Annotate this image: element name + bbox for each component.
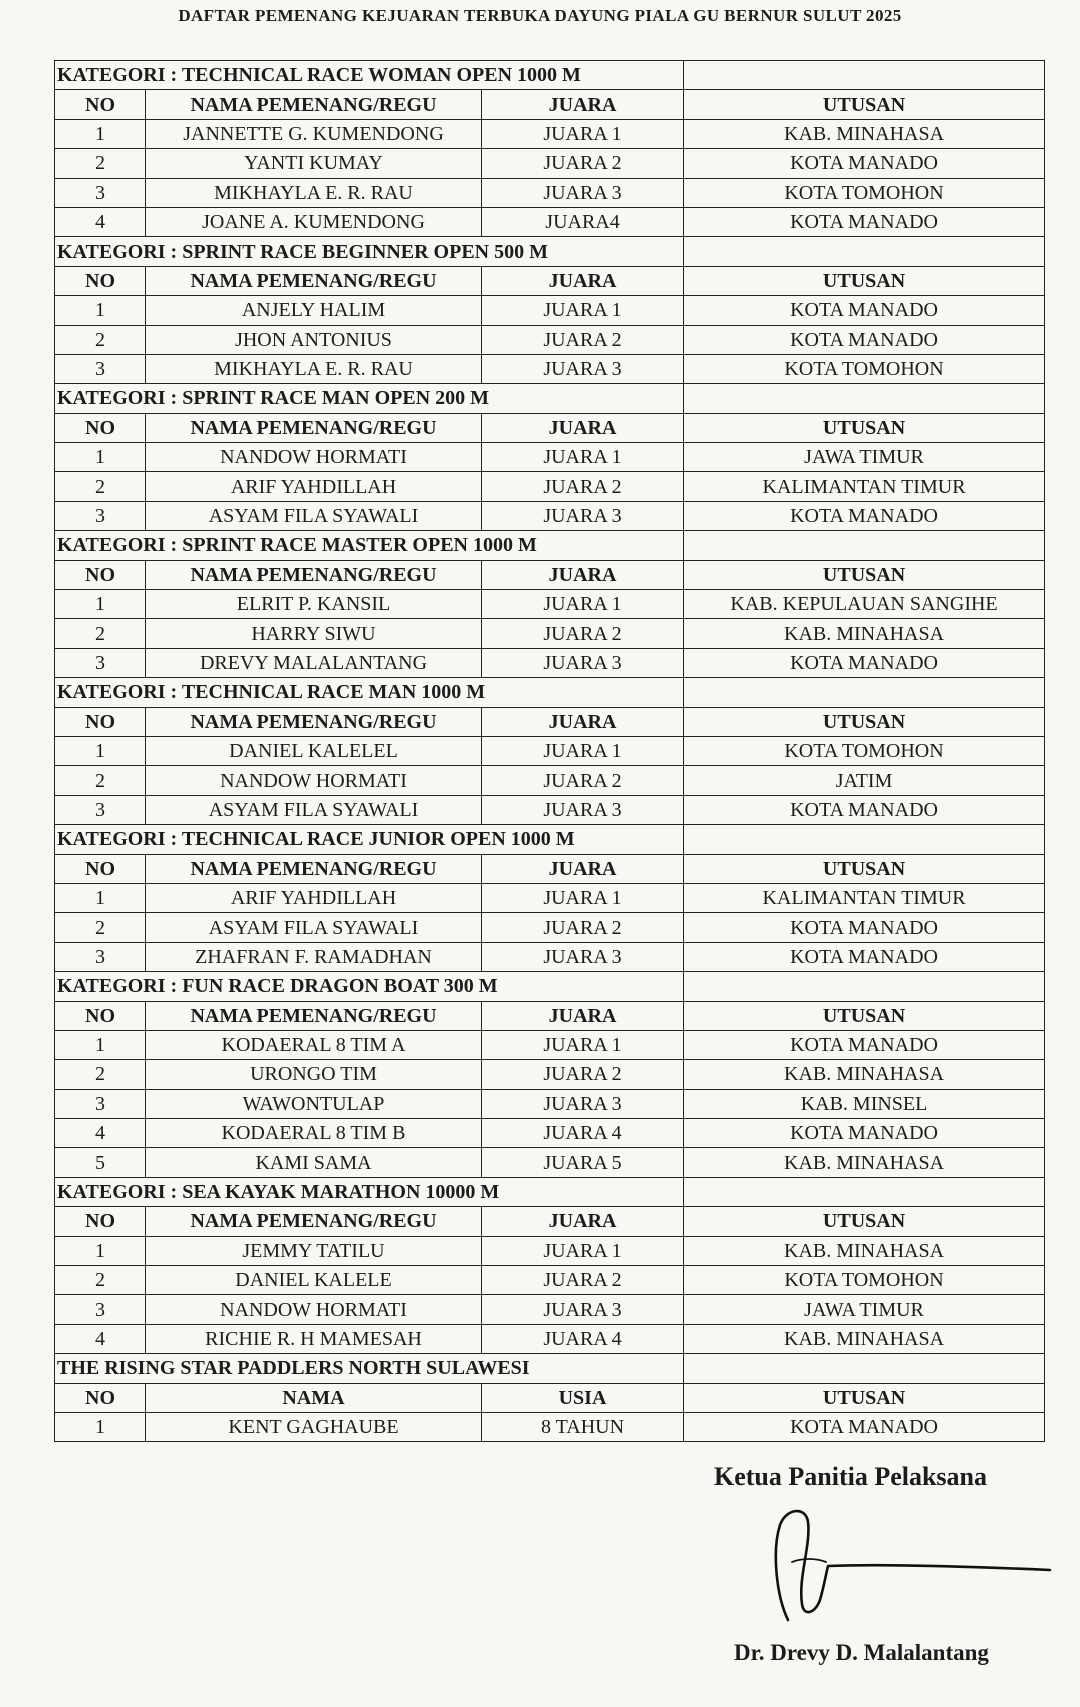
table-row xyxy=(55,1119,1045,1148)
column-header: UTUSAN xyxy=(684,266,1045,295)
column-header: NAMA PEMENANG/REGU xyxy=(146,90,482,119)
cell-name: ARIF YAHDILLAH xyxy=(146,883,482,912)
cell-juara: JUARA 1 xyxy=(482,296,684,325)
cell-no: 2 xyxy=(55,325,146,354)
category-empty-cell xyxy=(684,678,1045,707)
cell-utusan: KOTA MANADO xyxy=(684,207,1045,236)
cell-juara: JUARA 1 xyxy=(482,443,684,472)
cell-no: 3 xyxy=(55,942,146,971)
category-row xyxy=(55,1354,1045,1383)
table-row xyxy=(55,1030,1045,1059)
handwritten-signature xyxy=(758,1500,1058,1630)
table-row xyxy=(55,207,1045,236)
cell-name: DREVY MALALANTANG xyxy=(146,648,482,677)
column-header: NAMA PEMENANG/REGU xyxy=(146,1207,482,1236)
table-row xyxy=(55,178,1045,207)
cell-utusan: KAB. MINSEL xyxy=(684,1089,1045,1118)
cell-utusan: KOTA MANADO xyxy=(684,942,1045,971)
cell-utusan: JAWA TIMUR xyxy=(684,443,1045,472)
column-header: NAMA PEMENANG/REGU xyxy=(146,413,482,442)
cell-juara: JUARA 3 xyxy=(482,501,684,530)
cell-juara: JUARA 2 xyxy=(482,913,684,942)
column-header: JUARA xyxy=(482,1001,684,1030)
winners-table xyxy=(54,60,1045,1442)
document-title: DAFTAR PEMENANG KEJUARAN TERBUKA DAYUNG PIALA GU BERNUR SULUT 2025 xyxy=(178,6,902,25)
cell-no: 1 xyxy=(55,443,146,472)
table-row xyxy=(55,1324,1045,1353)
signatory-name: Dr. Drevy D. Malalantang xyxy=(734,1640,989,1665)
cell-no: 1 xyxy=(55,1412,146,1441)
cell-name: KENT GAGHAUBE xyxy=(146,1412,482,1441)
table-row xyxy=(55,443,1045,472)
cell-juara: JUARA 3 xyxy=(482,1089,684,1118)
category-row xyxy=(55,825,1045,854)
cell-utusan: KOTA TOMOHON xyxy=(684,736,1045,765)
cell-juara: JUARA 1 xyxy=(482,883,684,912)
column-header: NO xyxy=(55,560,146,589)
cell-utusan: KAB. MINAHASA xyxy=(684,1236,1045,1265)
table-row xyxy=(55,1089,1045,1118)
category-row xyxy=(55,972,1045,1001)
category-title: KATEGORI : SPRINT RACE MASTER OPEN 1000 M xyxy=(55,531,684,560)
cell-no: 2 xyxy=(55,1060,146,1089)
column-header: UTUSAN xyxy=(684,707,1045,736)
cell-name: ASYAM FILA SYAWALI xyxy=(146,795,482,824)
table-row xyxy=(55,1236,1045,1265)
column-header: NO xyxy=(55,1383,146,1412)
cell-utusan: KAB. MINAHASA xyxy=(684,1148,1045,1177)
cell-utusan: KOTA MANADO xyxy=(684,501,1045,530)
cell-no: 1 xyxy=(55,119,146,148)
table-row xyxy=(55,942,1045,971)
cell-juara: JUARA 1 xyxy=(482,1030,684,1059)
cell-no: 4 xyxy=(55,1119,146,1148)
cell-name: DANIEL KALELEL xyxy=(146,736,482,765)
column-header: NO xyxy=(55,90,146,119)
table-row xyxy=(55,354,1045,383)
category-row xyxy=(55,237,1045,266)
column-header: NAMA PEMENANG/REGU xyxy=(146,854,482,883)
category-title: KATEGORI : TECHNICAL RACE JUNIOR OPEN 1000 M xyxy=(55,825,684,854)
column-header: NO xyxy=(55,707,146,736)
table-row xyxy=(55,619,1045,648)
cell-no: 2 xyxy=(55,149,146,178)
category-row xyxy=(55,1177,1045,1206)
column-header-row xyxy=(55,1001,1045,1030)
table-row xyxy=(55,736,1045,765)
cell-utusan: KAB. MINAHASA xyxy=(684,1060,1045,1089)
category-title: KATEGORI : TECHNICAL RACE WOMAN OPEN 1000 M xyxy=(55,61,684,90)
cell-utusan: KOTA TOMOHON xyxy=(684,354,1045,383)
column-header-row xyxy=(55,1207,1045,1236)
cell-no: 3 xyxy=(55,1089,146,1118)
cell-no: 3 xyxy=(55,178,146,207)
category-title: KATEGORI : TECHNICAL RACE MAN 1000 M xyxy=(55,678,684,707)
cell-no: 2 xyxy=(55,766,146,795)
cell-juara: JUARA 2 xyxy=(482,1266,684,1295)
cell-utusan: KOTA MANADO xyxy=(684,325,1045,354)
column-header: JUARA xyxy=(482,560,684,589)
table-row xyxy=(55,501,1045,530)
column-header: NAMA PEMENANG/REGU xyxy=(146,266,482,295)
column-header: UTUSAN xyxy=(684,90,1045,119)
cell-juara: JUARA 1 xyxy=(482,119,684,148)
cell-no: 3 xyxy=(55,1295,146,1324)
cell-utusan: KOTA MANADO xyxy=(684,913,1045,942)
cell-utusan: KOTA MANADO xyxy=(684,149,1045,178)
column-header-row xyxy=(55,90,1045,119)
cell-name: RICHIE R. H MAMESAH xyxy=(146,1324,482,1353)
column-header: JUARA xyxy=(482,90,684,119)
column-header-row xyxy=(55,1383,1045,1412)
cell-name: NANDOW HORMATI xyxy=(146,766,482,795)
cell-utusan: KOTA MANADO xyxy=(684,1030,1045,1059)
column-header: JUARA xyxy=(482,854,684,883)
column-header: NO xyxy=(55,854,146,883)
table-row xyxy=(55,149,1045,178)
cell-no: 4 xyxy=(55,207,146,236)
category-title: KATEGORI : SPRINT RACE BEGINNER OPEN 500 M xyxy=(55,237,684,266)
cell-utusan: KOTA MANADO xyxy=(684,1412,1045,1441)
cell-juara: JUARA 1 xyxy=(482,736,684,765)
cell-no: 3 xyxy=(55,354,146,383)
cell-name: ZHAFRAN F. RAMADHAN xyxy=(146,942,482,971)
cell-juara: JUARA 3 xyxy=(482,942,684,971)
table-row xyxy=(55,766,1045,795)
cell-no: 1 xyxy=(55,590,146,619)
category-empty-cell xyxy=(684,61,1045,90)
cell-juara: JUARA 4 xyxy=(482,1119,684,1148)
cell-utusan: KAB. KEPULAUAN SANGIHE xyxy=(684,590,1045,619)
cell-no: 2 xyxy=(55,619,146,648)
cell-name: YANTI KUMAY xyxy=(146,149,482,178)
cell-juara: JUARA 2 xyxy=(482,1060,684,1089)
category-empty-cell xyxy=(684,1354,1045,1383)
table-row xyxy=(55,590,1045,619)
cell-no: 3 xyxy=(55,795,146,824)
cell-name: ASYAM FILA SYAWALI xyxy=(146,501,482,530)
table-row xyxy=(55,795,1045,824)
column-header: NO xyxy=(55,1001,146,1030)
table-row xyxy=(55,883,1045,912)
category-empty-cell xyxy=(684,237,1045,266)
signature-title: Ketua Panitia Pelaksana xyxy=(714,1462,988,1491)
cell-name: JANNETTE G. KUMENDONG xyxy=(146,119,482,148)
column-header: UTUSAN xyxy=(684,1207,1045,1236)
category-row xyxy=(55,384,1045,413)
column-header: JUARA xyxy=(482,266,684,295)
category-title: THE RISING STAR PADDLERS NORTH SULAWESI xyxy=(55,1354,684,1383)
column-header: NAMA xyxy=(146,1383,482,1412)
cell-name: HARRY SIWU xyxy=(146,619,482,648)
cell-name: ARIF YAHDILLAH xyxy=(146,472,482,501)
cell-juara: JUARA 5 xyxy=(482,1148,684,1177)
table-row xyxy=(55,472,1045,501)
cell-juara: JUARA 2 xyxy=(482,766,684,795)
cell-juara: JUARA 3 xyxy=(482,795,684,824)
cell-no: 4 xyxy=(55,1324,146,1353)
table-row xyxy=(55,119,1045,148)
category-title: KATEGORI : FUN RACE DRAGON BOAT 300 M xyxy=(55,972,684,1001)
cell-utusan: KAB. MINAHASA xyxy=(684,619,1045,648)
cell-juara: JUARA 3 xyxy=(482,1295,684,1324)
cell-name: JOANE A. KUMENDONG xyxy=(146,207,482,236)
cell-utusan: KAB. MINAHASA xyxy=(684,1324,1045,1353)
cell-utusan: KOTA MANADO xyxy=(684,648,1045,677)
column-header: JUARA xyxy=(482,707,684,736)
category-title: KATEGORI : SPRINT RACE MAN OPEN 200 M xyxy=(55,384,684,413)
cell-no: 3 xyxy=(55,501,146,530)
cell-juara: JUARA 3 xyxy=(482,648,684,677)
column-header-row xyxy=(55,266,1045,295)
cell-juara: JUARA 1 xyxy=(482,1236,684,1265)
column-header: NAMA PEMENANG/REGU xyxy=(146,1001,482,1030)
cell-juara: JUARA 1 xyxy=(482,590,684,619)
table-row xyxy=(55,325,1045,354)
column-header-row xyxy=(55,413,1045,442)
cell-name: ANJELY HALIM xyxy=(146,296,482,325)
cell-name: WAWONTULAP xyxy=(146,1089,482,1118)
cell-name: JHON ANTONIUS xyxy=(146,325,482,354)
category-title: KATEGORI : SEA KAYAK MARATHON 10000 M xyxy=(55,1177,684,1206)
cell-no: 5 xyxy=(55,1148,146,1177)
cell-utusan: KOTA TOMOHON xyxy=(684,178,1045,207)
column-header: UTUSAN xyxy=(684,560,1045,589)
column-header: UTUSAN xyxy=(684,1383,1045,1412)
table-row xyxy=(55,1060,1045,1089)
category-empty-cell xyxy=(684,531,1045,560)
cell-name: ASYAM FILA SYAWALI xyxy=(146,913,482,942)
cell-utusan: JATIM xyxy=(684,766,1045,795)
column-header: JUARA xyxy=(482,1207,684,1236)
column-header: UTUSAN xyxy=(684,413,1045,442)
cell-juara: JUARA 2 xyxy=(482,619,684,648)
cell-name: JEMMY TATILU xyxy=(146,1236,482,1265)
cell-name: DANIEL KALELE xyxy=(146,1266,482,1295)
table-row xyxy=(55,1148,1045,1177)
cell-juara: JUARA 3 xyxy=(482,178,684,207)
column-header-row xyxy=(55,560,1045,589)
cell-utusan: KAB. MINAHASA xyxy=(684,119,1045,148)
cell-no: 1 xyxy=(55,883,146,912)
column-header: UTUSAN xyxy=(684,854,1045,883)
cell-juara: 8 TAHUN xyxy=(482,1412,684,1441)
cell-juara: JUARA 4 xyxy=(482,1324,684,1353)
cell-name: NANDOW HORMATI xyxy=(146,443,482,472)
cell-name: NANDOW HORMATI xyxy=(146,1295,482,1324)
cell-no: 1 xyxy=(55,296,146,325)
cell-utusan: KOTA MANADO xyxy=(684,296,1045,325)
column-header: NO xyxy=(55,413,146,442)
category-row xyxy=(55,531,1045,560)
table-row xyxy=(55,296,1045,325)
cell-name: MIKHAYLA E. R. RAU xyxy=(146,178,482,207)
cell-utusan: KOTA MANADO xyxy=(684,795,1045,824)
category-empty-cell xyxy=(684,1177,1045,1206)
winners-table-body xyxy=(55,61,1045,1442)
cell-no: 2 xyxy=(55,472,146,501)
table-row xyxy=(55,1412,1045,1441)
cell-juara: JUARA 2 xyxy=(482,149,684,178)
category-row xyxy=(55,61,1045,90)
table-row xyxy=(55,1266,1045,1295)
cell-utusan: KALIMANTAN TIMUR xyxy=(684,472,1045,501)
cell-no: 1 xyxy=(55,1236,146,1265)
category-empty-cell xyxy=(684,384,1045,413)
cell-name: MIKHAYLA E. R. RAU xyxy=(146,354,482,383)
cell-juara: JUARA 2 xyxy=(482,472,684,501)
column-header: NO xyxy=(55,1207,146,1236)
category-empty-cell xyxy=(684,972,1045,1001)
cell-utusan: KOTA MANADO xyxy=(684,1119,1045,1148)
cell-no: 2 xyxy=(55,1266,146,1295)
cell-utusan: JAWA TIMUR xyxy=(684,1295,1045,1324)
table-row xyxy=(55,1295,1045,1324)
category-empty-cell xyxy=(684,825,1045,854)
cell-no: 2 xyxy=(55,913,146,942)
column-header: USIA xyxy=(482,1383,684,1412)
cell-name: KODAERAL 8 TIM B xyxy=(146,1119,482,1148)
column-header: UTUSAN xyxy=(684,1001,1045,1030)
column-header: NAMA PEMENANG/REGU xyxy=(146,707,482,736)
cell-utusan: KALIMANTAN TIMUR xyxy=(684,883,1045,912)
cell-no: 1 xyxy=(55,736,146,765)
cell-utusan: KOTA TOMOHON xyxy=(684,1266,1045,1295)
category-row xyxy=(55,678,1045,707)
table-row xyxy=(55,913,1045,942)
column-header: NO xyxy=(55,266,146,295)
cell-no: 1 xyxy=(55,1030,146,1059)
column-header: JUARA xyxy=(482,413,684,442)
cell-no: 3 xyxy=(55,648,146,677)
column-header-row xyxy=(55,854,1045,883)
cell-name: KAMI SAMA xyxy=(146,1148,482,1177)
cell-name: KODAERAL 8 TIM A xyxy=(146,1030,482,1059)
cell-name: URONGO TIM xyxy=(146,1060,482,1089)
table-row xyxy=(55,648,1045,677)
cell-juara: JUARA4 xyxy=(482,207,684,236)
column-header-row xyxy=(55,707,1045,736)
cell-juara: JUARA 2 xyxy=(482,325,684,354)
cell-juara: JUARA 3 xyxy=(482,354,684,383)
cell-name: ELRIT P. KANSIL xyxy=(146,590,482,619)
column-header: NAMA PEMENANG/REGU xyxy=(146,560,482,589)
